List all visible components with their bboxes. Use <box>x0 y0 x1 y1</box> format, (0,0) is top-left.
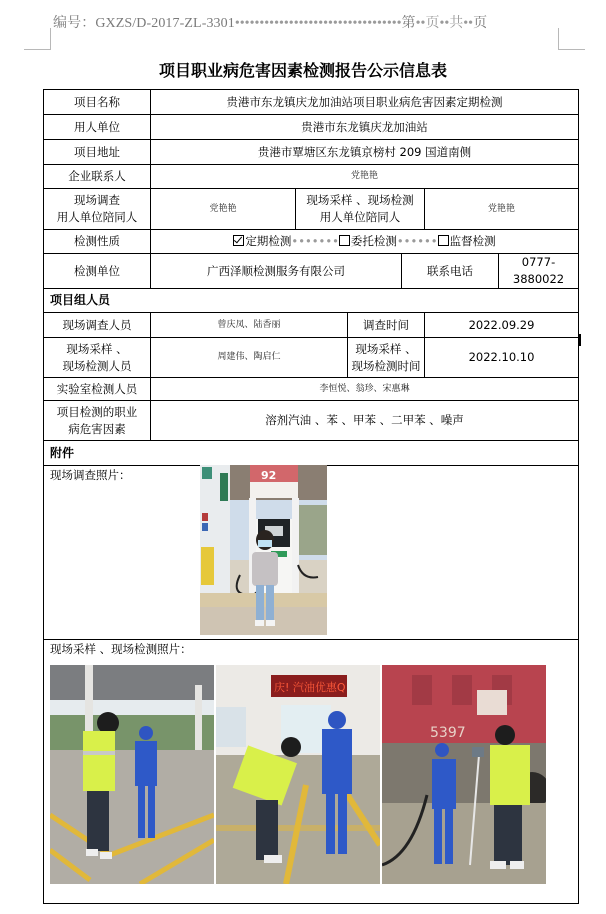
checkbox-supervisory[interactable] <box>438 235 449 246</box>
survey-photo <box>200 465 327 635</box>
label-line: 现场检测时间 <box>351 358 421 373</box>
label-survey-staff: 现场调查人员 <box>44 313 151 338</box>
label-address: 项目地址 <box>44 140 151 165</box>
sampling-photo-3 <box>382 665 546 884</box>
leader-dots: •••••••••••••••••••••••••••••••••• <box>234 16 402 31</box>
label-project-name: 项目名称 <box>44 90 151 115</box>
value-employer: 贵港市东龙镇庆龙加油站 <box>151 115 579 140</box>
svg-text:5397: 5397 <box>430 725 466 741</box>
value-lab-staff: 李恒悦、翁珍、宋惠琳 <box>151 378 579 401</box>
dots-separator: •••••• <box>396 234 438 248</box>
row-escorts <box>44 189 579 230</box>
section-team: 项目组人员 <box>44 289 579 313</box>
row-attachments-section <box>44 441 579 466</box>
label-line: 现场检测人员 <box>62 358 132 373</box>
label-lab: 检测单位 <box>44 254 151 289</box>
document-serial-header <box>53 12 487 32</box>
label-sampling-escort <box>296 189 425 230</box>
label-nature: 检测性质 <box>44 230 151 254</box>
value-contact: 党艳艳 <box>151 165 579 189</box>
label-line: 用人单位陪同人 <box>56 210 138 224</box>
row-lab <box>44 254 579 289</box>
value-sampling-time: 2022.10.10 <box>425 338 579 378</box>
svg-text:庆! 汽油优惠Q: 庆! 汽油优惠Q <box>274 681 346 694</box>
label-survey-time: 调查时间 <box>348 313 425 338</box>
label-lab-staff: 实验室检测人员 <box>44 378 151 401</box>
page-prefix: 第 <box>401 16 416 31</box>
dots-separator: ••••••• <box>291 234 339 248</box>
page-suffix: 页 <box>473 16 488 31</box>
margin-marker <box>578 334 581 346</box>
row-nature <box>44 230 579 254</box>
value-survey-staff: 曾庆凤、陆香丽 <box>151 313 348 338</box>
label-phone: 联系电话 <box>402 254 499 289</box>
option-supervisory-label: 监督检测 <box>449 234 496 248</box>
label-line: 现场采样 、现场检测 <box>306 193 414 207</box>
label-hazards <box>44 401 151 441</box>
crop-mark-top-right <box>558 28 585 50</box>
label-line: 用人单位陪同人 <box>319 210 401 224</box>
svg-text:92: 92 <box>261 469 277 482</box>
crop-mark-top-left <box>24 28 51 50</box>
option-commissioned-label: 委托检测 <box>350 234 397 248</box>
row-survey-staff <box>44 313 579 338</box>
row-address <box>44 140 579 165</box>
label-employer: 用人单位 <box>44 115 151 140</box>
survey-photo-label: 现场调查照片： <box>50 468 131 482</box>
label-line: 项目检测的职业 <box>56 404 138 419</box>
nature-options <box>151 230 579 254</box>
label-contact: 企业联系人 <box>44 165 151 189</box>
label-survey-escort <box>44 189 151 230</box>
section-attachments: 附件 <box>44 441 579 466</box>
row-hazards <box>44 401 579 441</box>
row-employer <box>44 115 579 140</box>
sampling-photo-1-image <box>50 665 214 884</box>
survey-photo-image <box>200 465 327 635</box>
checkbox-commissioned[interactable] <box>339 235 350 246</box>
sampling-photo-1 <box>50 665 214 884</box>
value-survey-time: 2022.09.29 <box>425 313 579 338</box>
checkbox-periodic[interactable] <box>233 235 244 246</box>
label-line: 病危害因素 <box>68 421 126 436</box>
value-survey-escort: 党艳艳 <box>151 189 296 230</box>
value-lab: 广西泽顺检测服务有限公司 <box>151 254 402 289</box>
sampling-photo-3-image <box>382 665 546 884</box>
row-sampling-staff <box>44 338 579 378</box>
label-line: 现场调查 <box>74 193 120 207</box>
serial-label: 编号： <box>53 16 96 31</box>
label-sampling-time <box>348 338 425 378</box>
sampling-photo-label: 现场采样 、现场检测照片： <box>50 642 192 656</box>
value-hazards: 溶剂汽油 、苯 、甲苯 、二甲苯 、噪声 <box>151 401 579 441</box>
value-phone: 0777-3880022 <box>499 254 579 289</box>
value-sampling-staff: 周建伟、陶启仁 <box>151 338 348 378</box>
value-sampling-escort: 党艳艳 <box>425 189 579 230</box>
label-line: 现场采样 、 <box>355 341 417 356</box>
value-address: 贵港市覃塘区东龙镇京榜村 209 国道南侧 <box>151 140 579 165</box>
value-project-name: 贵港市东龙镇庆龙加油站项目职业病危害因素定期检测 <box>151 90 579 115</box>
label-sampling-staff <box>44 338 151 378</box>
row-lab-staff <box>44 378 579 401</box>
option-periodic-label: 定期检测 <box>245 234 292 248</box>
page-separator: ••页••共•• <box>415 16 474 31</box>
document-title: 项目职业病危害因素检测报告公示信息表 <box>158 61 447 80</box>
sampling-photo-2 <box>216 665 380 884</box>
label-line: 现场采样 、 <box>66 341 128 356</box>
row-project-name <box>44 90 579 115</box>
sampling-photo-2-image <box>216 665 380 884</box>
serial-number: GXZS/D-2017-ZL-3301 <box>95 16 235 31</box>
row-contact <box>44 165 579 189</box>
row-team-section <box>44 289 579 313</box>
